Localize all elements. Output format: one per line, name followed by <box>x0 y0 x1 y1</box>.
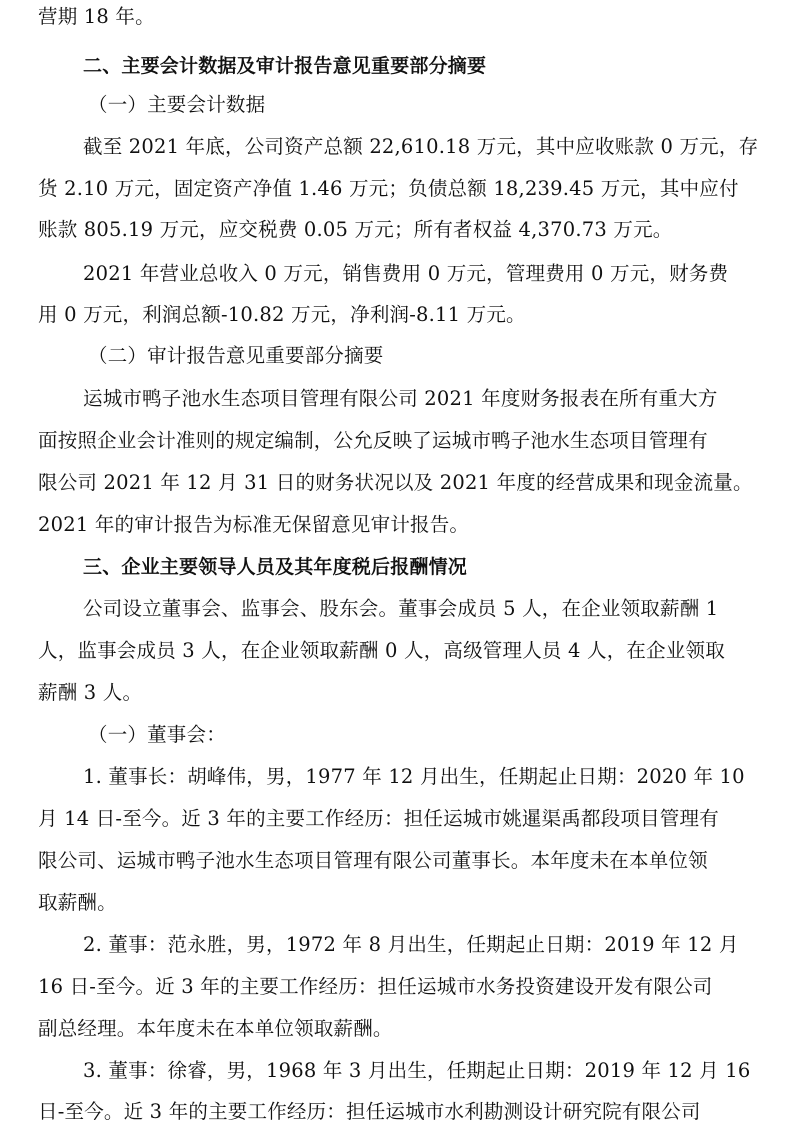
paragraph-line: 薪酬 3 人。 <box>38 681 143 704</box>
paragraph-line: 1. 董事长：胡峰伟，男，1977 年 12 月出生，任期起止日期：2020 年 10 <box>83 765 745 788</box>
paragraph-line: 16 日-至今。近 3 年的主要工作经历：担任运城市水务投资建设开发有限公司 <box>38 975 713 998</box>
subsection-heading-board: （一）董事会： <box>88 723 226 746</box>
section-heading-3: 三、企业主要领导人员及其年度税后报酬情况 <box>83 556 468 578</box>
paragraph-line: 用 0 万元，利润总额-10.82 万元，净利润-8.11 万元。 <box>38 303 526 326</box>
paragraph-line: 日-至今。近 3 年的主要工作经历：担任运城市水利勘测设计研究院有限公司 <box>38 1100 701 1123</box>
paragraph-line: 公司设立董事会、监事会、股东会。董事会成员 5 人，在企业领取薪酬 1 <box>83 597 719 620</box>
paragraph-line: 货 2.10 万元，固定资产净值 1.46 万元；负债总额 18,239.45 万元，其中应付 <box>38 177 739 200</box>
paragraph-line: 2021 年的审计报告为标准无保留意见审计报告。 <box>38 513 470 536</box>
subsection-heading-audit-summary: （二）审计报告意见重要部分摘要 <box>88 344 384 367</box>
paragraph-line: 账款 805.19 万元，应交税费 0.05 万元；所有者权益 4,370.73 万元。 <box>38 218 673 241</box>
section-heading-2: 二、主要会计数据及审计报告意见重要部分摘要 <box>83 55 487 77</box>
paragraph-line: 人，监事会成员 3 人，在企业领取薪酬 0 人，高级管理人员 4 人，在企业领取 <box>38 639 725 662</box>
paragraph-line: 截至 2021 年底，公司资产总额 22,610.18 万元，其中应收账款 0 万元，存 <box>83 135 759 158</box>
paragraph-line: 限公司、运城市鸭子池水生态项目管理有限公司董事长。本年度未在本单位领 <box>38 849 708 872</box>
paragraph-line: 2. 董事：范永胜，男，1972 年 8 月出生，任期起止日期：2019 年 12 月 <box>83 933 739 956</box>
paragraph-line: 取薪酬。 <box>38 891 117 914</box>
paragraph-line: 限公司 2021 年 12 月 31 日的财务状况以及 2021 年度的经营成果和现金流量。 <box>38 471 753 494</box>
paragraph-line: 面按照企业会计准则的规定编制，公允反映了运城市鸭子池水生态项目管理有 <box>38 429 708 452</box>
paragraph-line: 运城市鸭子池水生态项目管理有限公司 2021 年度财务报表在所有重大方 <box>83 387 718 410</box>
subsection-heading-accounting-data: （一）主要会计数据 <box>88 93 266 116</box>
paragraph-line: 副总经理。本年度未在本单位领取薪酬。 <box>38 1017 393 1040</box>
paragraph-line: 月 14 日-至今。近 3 年的主要工作经历：担任运城市姚暹渠禹都段项目管理有 <box>38 807 719 830</box>
paragraph-line: 3. 董事：徐睿，男，1968 年 3 月出生，任期起止日期：2019 年 12 月 16 <box>83 1059 751 1082</box>
paragraph-line: 2021 年营业总收入 0 万元，销售费用 0 万元，管理费用 0 万元，财务费 <box>83 262 729 285</box>
text-line: 营期 18 年。 <box>38 5 155 28</box>
